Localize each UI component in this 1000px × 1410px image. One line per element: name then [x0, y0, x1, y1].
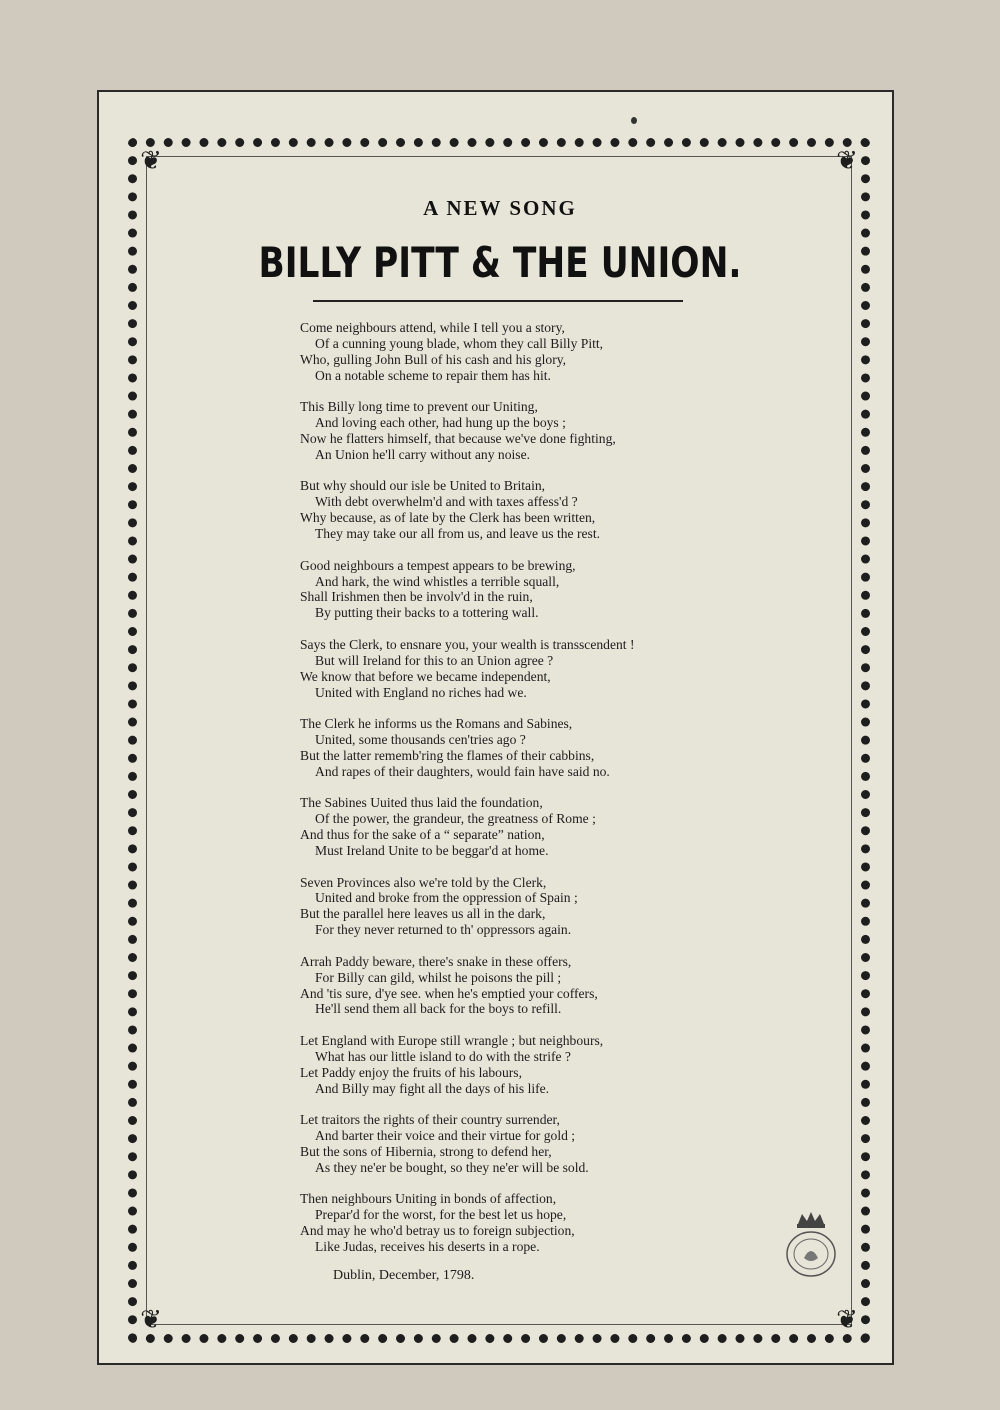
- verse-line: And hark, the wind whistles a terrible squall,: [315, 573, 560, 589]
- verse-line: Let England with Europe still wrangle ; but neighbours,: [300, 1032, 604, 1048]
- verse-line: Of a cunning young blade, whom they call Billy Pitt,: [315, 335, 604, 351]
- verse-line: As they ne'er be bought, so they ne'er will be sold.: [315, 1159, 589, 1175]
- verse-line: On a notable scheme to repair them has hit.: [315, 367, 551, 383]
- verse-line: United and broke from the oppression of Spain ;: [315, 890, 578, 906]
- verse-line: With debt overwhelm'd and with taxes affess'd ?: [315, 494, 578, 510]
- stanza: [300, 1191, 720, 1255]
- song-title: BILLY PITT & THE UNION.: [258, 238, 742, 287]
- imprint-line: Dublin, December, 1798.: [333, 1268, 475, 1283]
- verse-line: Who, gulling John Bull of his cash and his glory,: [300, 351, 567, 367]
- verse-line: But will Ireland for this to an Union agree ?: [315, 652, 554, 668]
- verse-line: They may take our all from us, and leave us the rest.: [315, 526, 600, 542]
- fleuron-icon: ❦: [836, 146, 858, 176]
- verse-line: An Union he'll carry without any noise.: [315, 446, 530, 462]
- verse-line: And 'tis sure, d'ye see. when he's emptied your coffers,: [300, 985, 598, 1001]
- stanza: [300, 716, 720, 780]
- verse-line: United with England no riches had we.: [315, 684, 527, 700]
- verse-line: He'll send them all back for the boys to refill.: [315, 1001, 562, 1017]
- stanza: [300, 637, 720, 701]
- verse-line: But why should our isle be United to Britain,: [300, 478, 546, 494]
- verse-line: Let Paddy enjoy the fruits of his labours,: [300, 1064, 522, 1080]
- verse-line: And may he who'd betray us to foreign subjection,: [300, 1223, 575, 1239]
- song-kicker: A NEW SONG: [423, 196, 577, 220]
- verse-line: The Sabines Uuited thus laid the foundation,: [300, 795, 543, 811]
- stanza: [300, 795, 720, 859]
- verse-line: United, some thousands cen'tries ago ?: [315, 732, 526, 747]
- verse-line: Says the Clerk, to ensnare you, your wealth is transscendent !: [300, 636, 635, 652]
- verse-line: But the parallel here leaves us all in the dark,: [300, 906, 546, 922]
- verse-line: We know that before we became independent,: [300, 668, 551, 684]
- verse-line: Arrah Paddy beware, there's snake in these offers,: [300, 953, 572, 969]
- verse-line: And thus for the sake of a “ separate” nation,: [300, 827, 545, 843]
- verse-line: Come neighbours attend, while I tell you a story,: [300, 320, 565, 335]
- verse-line: Like Judas, receives his deserts in a rope.: [315, 1239, 540, 1255]
- stanza: [300, 478, 720, 542]
- verse-line: What has our little island to do with the strife ?: [315, 1048, 571, 1064]
- stanza: [300, 954, 720, 1018]
- verse-line: Prepar'd for the worst, for the best let us hope,: [315, 1207, 567, 1223]
- stanza: [300, 320, 720, 384]
- verse-line: The Clerk he informs us the Romans and Sabines,: [300, 716, 573, 732]
- verse-line: And loving each other, had hung up the boys ;: [315, 415, 566, 431]
- verse-line: Let traitors the rights of their country surrender,: [300, 1112, 560, 1128]
- stanza: [300, 1112, 720, 1176]
- fleuron-icon: ❦: [140, 146, 162, 176]
- verse-line: Good neighbours a tempest appears to be brewing,: [300, 557, 576, 573]
- stanza: [300, 1033, 720, 1097]
- stanza: [300, 399, 720, 463]
- verse-line: But the sons of Hibernia, strong to defend her,: [300, 1144, 552, 1159]
- library-stamp-icon: [780, 1210, 842, 1278]
- song-verses: [300, 320, 720, 1271]
- verse-line: Why because, as of late by the Clerk has been written,: [300, 510, 596, 526]
- ink-smudge: [631, 117, 637, 124]
- verse-line: This Billy long time to prevent our Uniting,: [300, 399, 538, 415]
- verse-line: For Billy can gild, whilst he poisons the pill ;: [315, 969, 562, 985]
- verse-line: Must Ireland Unite to be beggar'd at home.: [315, 843, 549, 859]
- stanza: [300, 558, 720, 622]
- fleuron-icon: ❦: [140, 1305, 162, 1335]
- verse-line: Then neighbours Uniting in bonds of affection,: [300, 1191, 557, 1207]
- verse-line: Of the power, the grandeur, the greatness of Rome ;: [315, 811, 596, 827]
- verse-line: And rapes of their daughters, would fain have said no.: [315, 763, 610, 779]
- verse-line: By putting their backs to a tottering wall.: [315, 605, 539, 621]
- verse-line: Seven Provinces also we're told by the Clerk,: [300, 874, 547, 890]
- verse-line: Shall Irishmen then be involv'd in the ruin,: [300, 589, 533, 605]
- verse-line: And Billy may fight all the days of his life.: [315, 1080, 550, 1096]
- title-rule: [313, 300, 683, 302]
- verse-line: And barter their voice and their virtue for gold ;: [315, 1128, 576, 1144]
- verse-line: Now he flatters himself, that because we've done fighting,: [300, 431, 616, 447]
- verse-line: But the latter rememb'ring the flames of their cabbins,: [300, 747, 595, 763]
- fleuron-icon: ❦: [836, 1305, 858, 1335]
- stanza: [300, 875, 720, 939]
- verse-line: For they never returned to th' oppressors again.: [315, 922, 572, 938]
